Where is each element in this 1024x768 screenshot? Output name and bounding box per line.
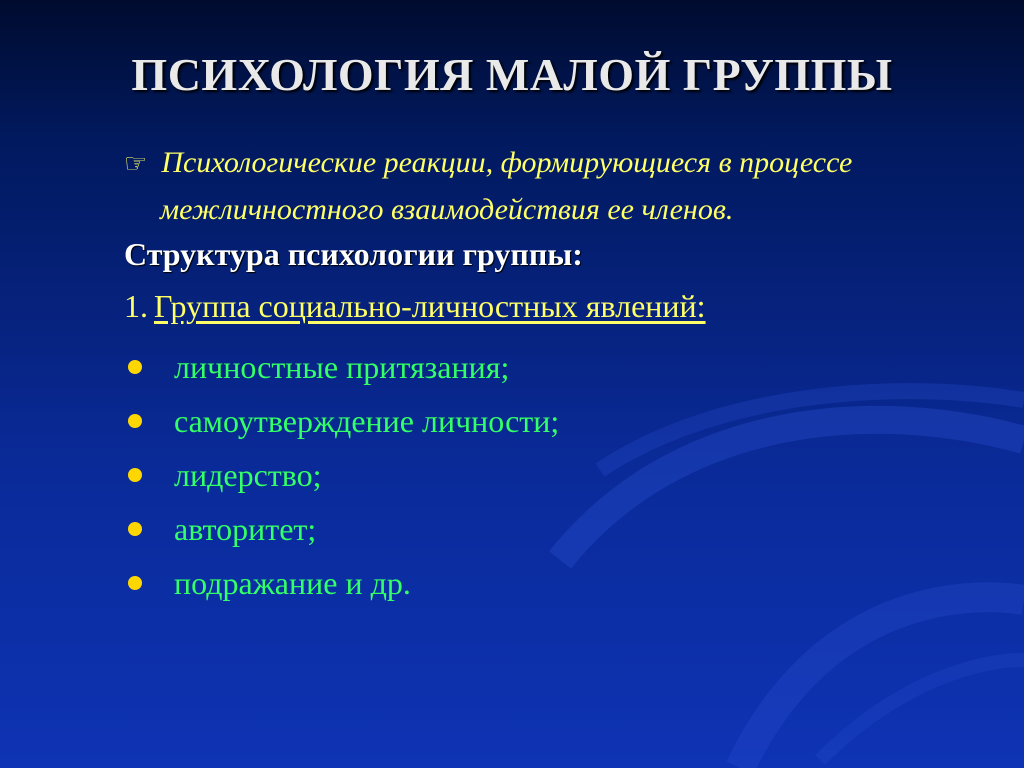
bullet-dot-icon <box>128 576 142 590</box>
list-item-label: личностные притязания; <box>174 348 510 385</box>
bullet-dot-icon <box>128 360 142 374</box>
pointing-hand-icon: ☞ <box>124 149 148 178</box>
bullet-dot-icon <box>128 414 142 428</box>
definition-text <box>124 140 954 233</box>
definition-line-2: межличностного взаимодействия ее членов. <box>160 193 734 226</box>
list-item <box>124 394 559 448</box>
list-item <box>124 556 559 610</box>
bullet-dot-icon <box>128 468 142 482</box>
list-item <box>124 502 559 556</box>
bullet-dot-icon <box>128 522 142 536</box>
slide-title: ПСИХОЛОГИЯ МАЛОЙ ГРУППЫ <box>131 49 893 100</box>
group-number: 1. <box>124 288 148 324</box>
group-label: Группа социально-личностных явлений: <box>154 288 706 324</box>
list-item-label: лидерство; <box>174 456 322 493</box>
group-heading <box>124 288 706 325</box>
list-item-label: подражание и др. <box>174 564 411 601</box>
definition-line-1: Психологические реакции, формирующиеся в процессе <box>161 146 853 179</box>
list-item-label: самоутверждение личности; <box>174 402 560 439</box>
phenomena-list <box>124 340 559 610</box>
list-item <box>124 340 559 394</box>
structure-heading: Структура психологии группы: <box>124 236 583 272</box>
list-item <box>124 448 559 502</box>
list-item-label: авторитет; <box>174 510 317 547</box>
